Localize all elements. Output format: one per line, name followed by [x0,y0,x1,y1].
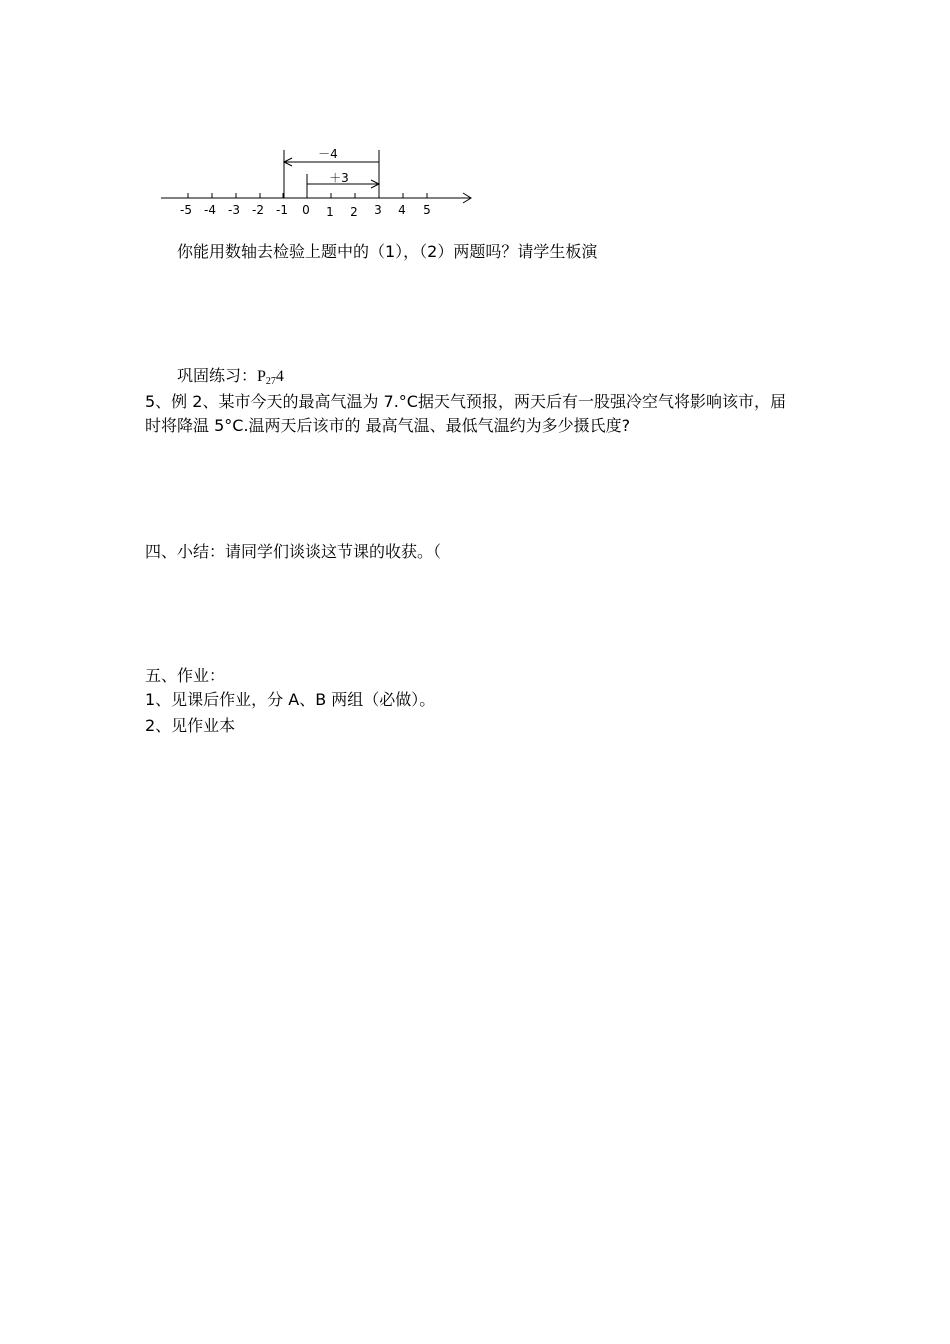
practice-prefix: 巩固练习： [177,366,258,385]
homework-item-2: 2、见作业本 [145,716,236,735]
tick-label: 5 [423,203,431,217]
tick-label: 1 [326,205,334,219]
tick-label: 4 [398,203,406,217]
tick-label: -2 [252,203,264,217]
summary-heading: 四、小结：请同学们谈谈这节课的收获。（ [145,542,442,561]
example-line-2: 时将降温 5°C.温两天后该市的 最高气温、最低气温约为多少摄氏度? [145,416,631,435]
label-plus-3: ＋3 [329,171,349,185]
tick-labels [180,203,431,219]
practice-page-sub: 27 [265,376,276,387]
example-line-1: 5、例 2、某市今天的最高气温为 7.°C据天气预报，两天后有一股强冷空气将影响该市，届 [145,392,786,411]
number-line-figure [0,0,950,230]
practice-p: P [257,368,266,385]
question-paragraph: 你能用数轴去检验上题中的（1），（2）两题吗？请学生板演 [177,242,598,261]
tick-label: -5 [180,203,192,217]
homework-item-1: 1、见课后作业，分 A、B 两组（必做）。 [145,690,436,709]
tick-label: 3 [374,203,382,217]
tick-label: -1 [276,203,288,217]
homework-title: 五、作业： [145,666,226,685]
practice-number: 4 [275,368,284,385]
tick-label: 0 [302,203,310,217]
label-minus-4: －4 [318,147,338,161]
tick-label: -3 [228,203,240,217]
tick-label: -4 [204,203,216,217]
practice-line [177,366,284,392]
tick-label: 2 [350,205,358,219]
